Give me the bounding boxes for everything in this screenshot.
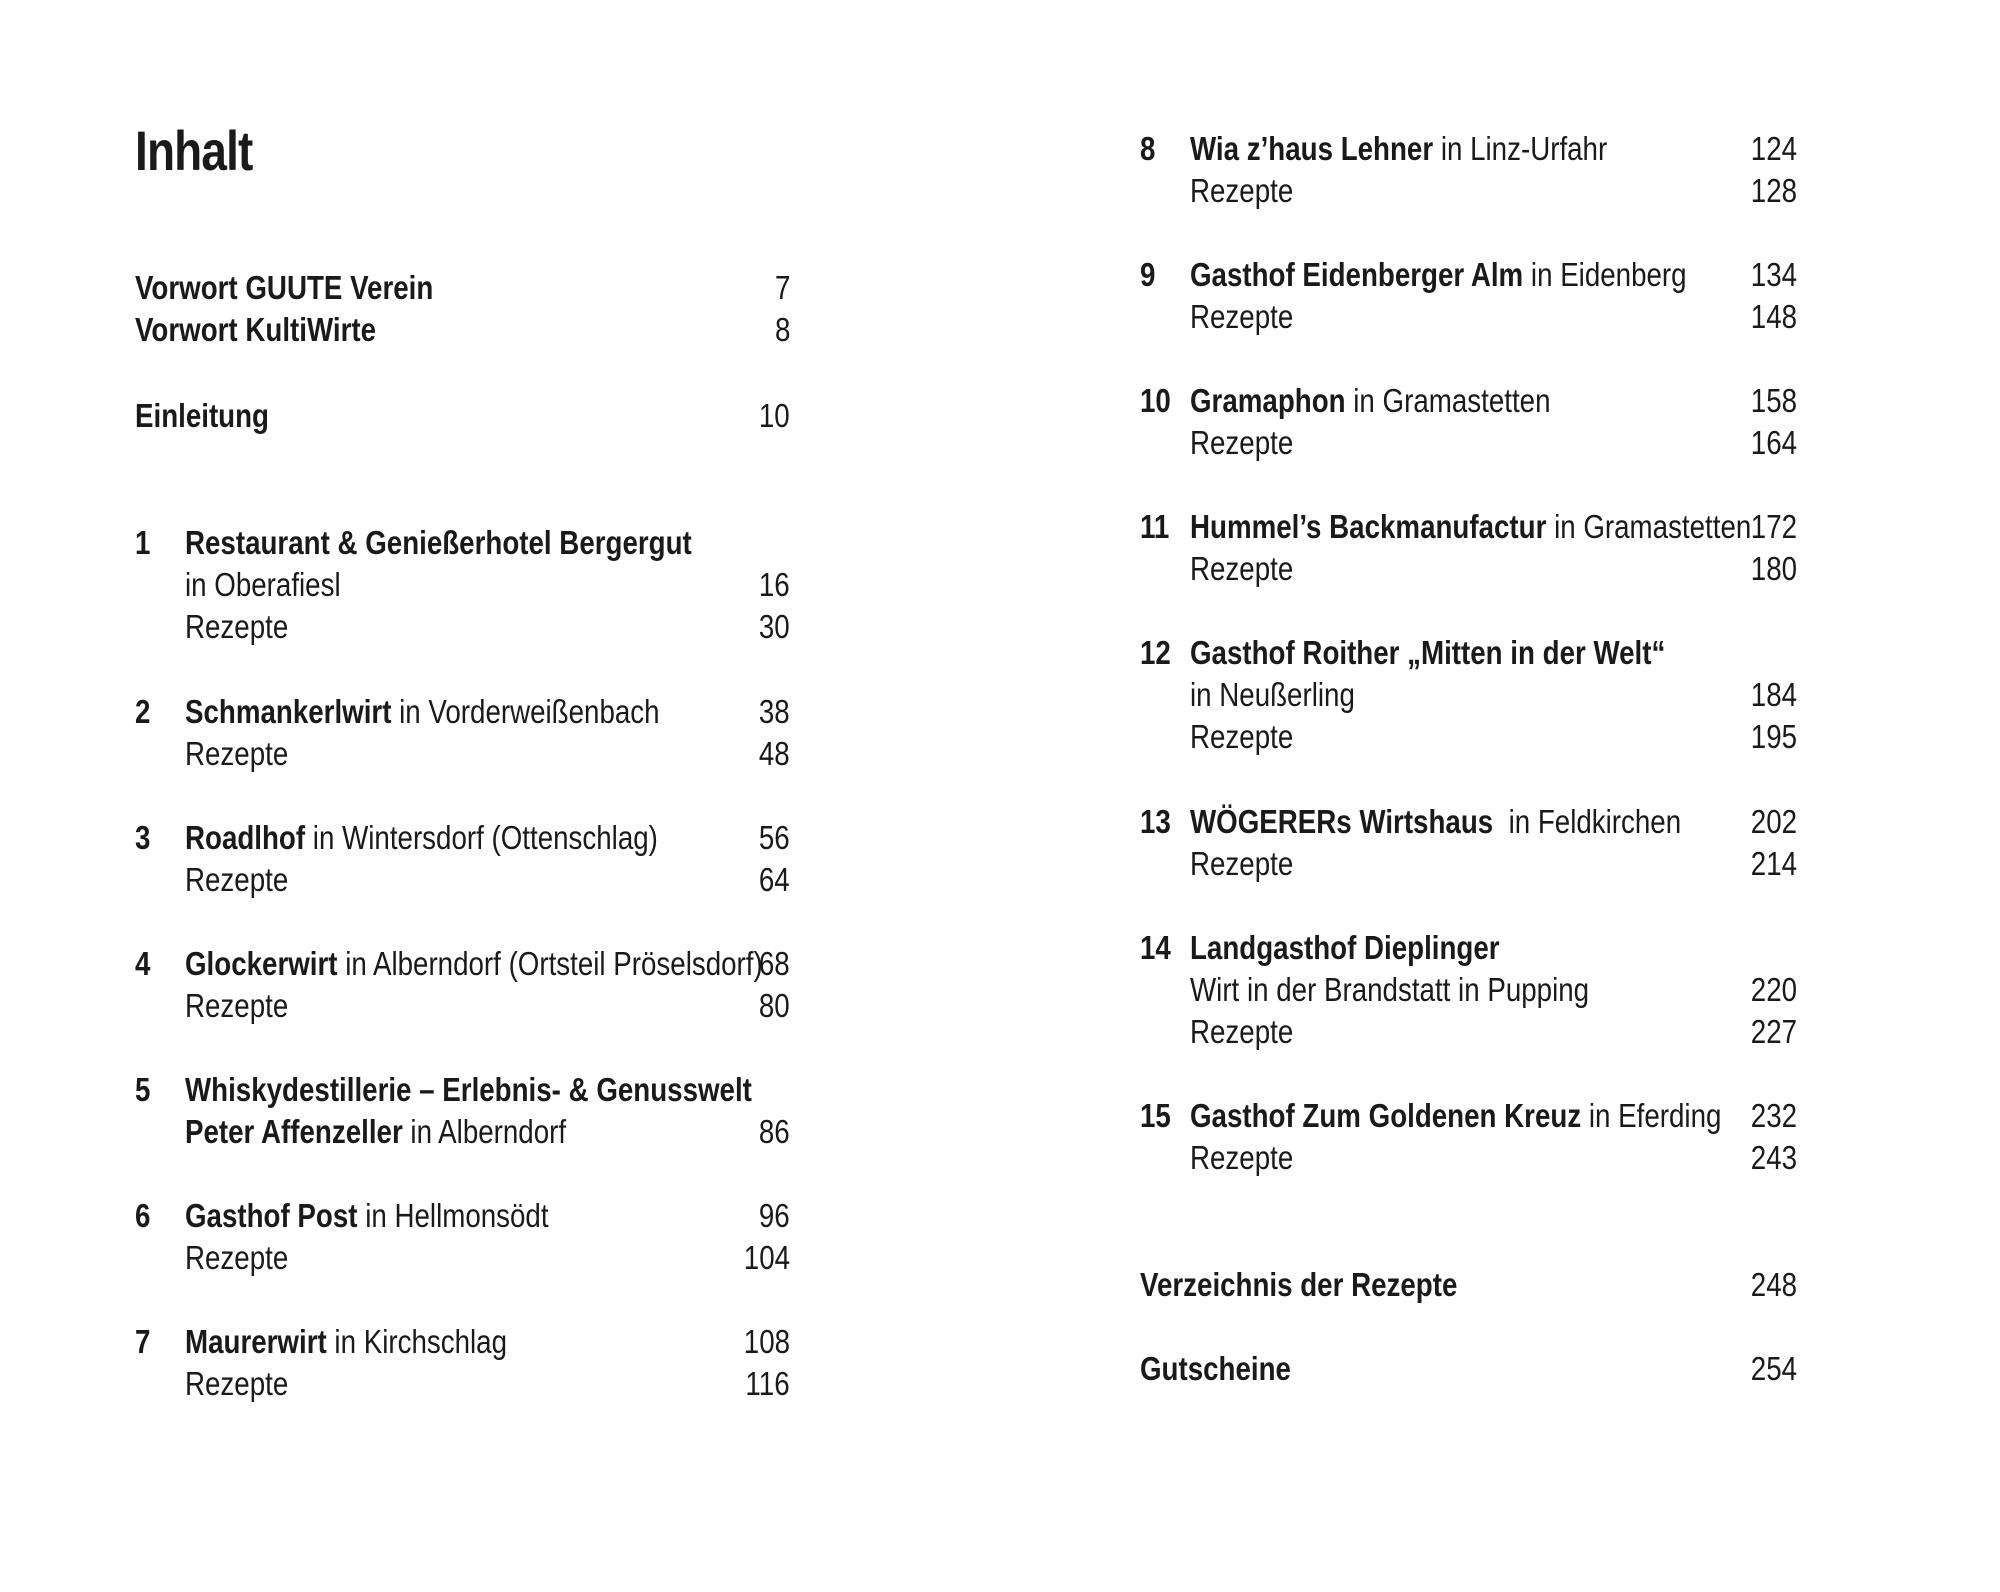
toc-chapter-11[interactable] bbox=[1140, 506, 1797, 590]
toc-chapter-6[interactable] bbox=[135, 1195, 790, 1279]
toc-page: 104 bbox=[743, 1239, 790, 1276]
recipes-label: Rezepte bbox=[1190, 298, 1294, 335]
toc-page: 7 bbox=[774, 269, 790, 306]
chapter-title: Hummel’s Backmanufactur bbox=[1190, 508, 1547, 545]
chapter-title: Restaurant & Genießerhotel Bergergut bbox=[185, 524, 692, 561]
recipes-label: Rezepte bbox=[185, 735, 289, 772]
toc-page: 10 bbox=[759, 397, 790, 434]
toc-page: 148 bbox=[1750, 298, 1797, 335]
chapter-title: Glockerwirt bbox=[185, 945, 338, 982]
chapter-location: in Eidenberg bbox=[1523, 256, 1687, 293]
toc-page: 214 bbox=[1750, 845, 1797, 882]
toc-page: 48 bbox=[759, 735, 790, 772]
chapter-title: WÖGERERs Wirtshaus bbox=[1190, 803, 1494, 840]
toc-chapter-7[interactable] bbox=[135, 1321, 790, 1405]
toc-page: 86 bbox=[759, 1113, 790, 1150]
toc-entry-vorwort-guute[interactable] bbox=[135, 267, 790, 351]
toc-chapter-13[interactable] bbox=[1140, 801, 1797, 885]
chapter-title: Whiskydestillerie – Erlebnis- & Genusswelt bbox=[185, 1071, 752, 1108]
toc-page: 96 bbox=[759, 1197, 790, 1234]
recipes-label: Rezepte bbox=[185, 1239, 289, 1276]
recipes-label: Rezepte bbox=[185, 987, 289, 1024]
recipes-label: Rezepte bbox=[1190, 718, 1294, 755]
chapter-title: Gasthof Roither „Mitten in der Welt“ bbox=[1190, 634, 1666, 671]
toc-label: Gutscheine bbox=[1140, 1350, 1291, 1387]
chapter-number: 5 bbox=[135, 1071, 151, 1108]
toc-entry-recipe-index[interactable] bbox=[1140, 1264, 1797, 1306]
recipes-label: Rezepte bbox=[1190, 172, 1294, 209]
toc-label: Einleitung bbox=[135, 397, 269, 434]
chapter-number: 10 bbox=[1140, 382, 1171, 419]
toc-page: 195 bbox=[1750, 718, 1797, 755]
chapter-title: Gasthof Zum Goldenen Kreuz bbox=[1190, 1097, 1582, 1134]
toc-page: 248 bbox=[1750, 1266, 1797, 1303]
toc-chapter-9[interactable] bbox=[1140, 254, 1797, 338]
chapter-number: 15 bbox=[1140, 1097, 1171, 1134]
recipes-label: Rezepte bbox=[1190, 1139, 1294, 1176]
recipes-label: Rezepte bbox=[1190, 845, 1294, 882]
toc-page: 232 bbox=[1750, 1097, 1797, 1134]
page-title: Inhalt bbox=[135, 119, 253, 182]
toc-page: 68 bbox=[759, 945, 790, 982]
toc-chapter-5[interactable] bbox=[135, 1069, 790, 1153]
recipes-label: Rezepte bbox=[185, 1365, 289, 1402]
toc-label: Verzeichnis der Rezepte bbox=[1140, 1266, 1458, 1303]
chapter-location: in Alberndorf (Ortsteil Pröselsdorf) bbox=[337, 945, 763, 982]
chapter-number: 1 bbox=[135, 524, 151, 561]
chapter-location: in Vorderweißenbach bbox=[391, 693, 660, 730]
recipes-label: Rezepte bbox=[1190, 550, 1294, 587]
chapter-title: Gasthof Eidenberger Alm bbox=[1190, 256, 1524, 293]
recipes-label: Rezepte bbox=[185, 608, 289, 645]
toc-entry-gutscheine[interactable] bbox=[1140, 1348, 1797, 1390]
chapter-location: in Oberafiesl bbox=[185, 566, 341, 603]
chapter-location: Wirt in der Brandstatt in Pupping bbox=[1190, 971, 1590, 1008]
toc-chapter-4[interactable] bbox=[135, 943, 790, 1027]
chapter-title: Landgasthof Dieplinger bbox=[1190, 929, 1500, 966]
chapter-location: in Linz-Urfahr bbox=[1433, 130, 1608, 167]
recipes-label: Rezepte bbox=[1190, 1013, 1294, 1050]
recipes-label: Rezepte bbox=[185, 861, 289, 898]
toc-chapter-14[interactable] bbox=[1140, 927, 1797, 1053]
right-page bbox=[1000, 0, 2000, 1592]
chapter-title-cont: Peter Affenzeller bbox=[185, 1113, 403, 1150]
chapter-title: Gasthof Post bbox=[185, 1197, 358, 1234]
toc-label: Vorwort KultiWirte bbox=[135, 311, 377, 348]
toc-page: 184 bbox=[1750, 676, 1797, 713]
chapter-title: Wia z’haus Lehner bbox=[1190, 130, 1434, 167]
toc-page: 128 bbox=[1750, 172, 1797, 209]
chapter-number: 12 bbox=[1140, 634, 1171, 671]
toc-page: 227 bbox=[1750, 1013, 1797, 1050]
chapter-location: in Alberndorf bbox=[402, 1113, 567, 1150]
toc-page: 124 bbox=[1750, 130, 1797, 167]
toc-page: 8 bbox=[774, 311, 790, 348]
toc-page: 108 bbox=[743, 1323, 790, 1360]
chapter-number: 4 bbox=[135, 945, 151, 982]
chapter-number: 14 bbox=[1140, 929, 1171, 966]
chapter-number: 7 bbox=[135, 1323, 151, 1360]
chapter-number: 11 bbox=[1140, 508, 1170, 545]
chapter-location: in Neußerling bbox=[1190, 676, 1355, 713]
chapter-number: 3 bbox=[135, 819, 151, 856]
chapter-location: in Kirchschlag bbox=[326, 1323, 507, 1360]
toc-page: 254 bbox=[1750, 1350, 1797, 1387]
toc-page: 30 bbox=[759, 608, 790, 645]
chapter-title: Maurerwirt bbox=[185, 1323, 327, 1360]
toc-page: 243 bbox=[1750, 1139, 1797, 1176]
chapter-number: 2 bbox=[135, 693, 151, 730]
toc-chapter-8[interactable] bbox=[1140, 128, 1797, 212]
chapter-location: in Feldkirchen bbox=[1493, 803, 1682, 840]
toc-page: 80 bbox=[759, 987, 790, 1024]
toc-page: 180 bbox=[1750, 550, 1797, 587]
toc-page: 172 bbox=[1750, 508, 1797, 545]
chapter-location: in Eferding bbox=[1581, 1097, 1722, 1134]
toc-label: Vorwort GUUTE Verein bbox=[135, 269, 434, 306]
toc-page: 158 bbox=[1750, 382, 1797, 419]
toc-page: 56 bbox=[759, 819, 790, 856]
chapter-location: in Gramastetten bbox=[1345, 382, 1551, 419]
toc-page: 116 bbox=[745, 1365, 790, 1402]
toc-page: 38 bbox=[759, 693, 790, 730]
toc-chapter-3[interactable] bbox=[135, 817, 790, 901]
chapter-location: in Wintersdorf (Ottenschlag) bbox=[305, 819, 658, 856]
chapter-location: in Hellmonsödt bbox=[357, 1197, 549, 1234]
chapter-title: Roadlhof bbox=[185, 819, 306, 856]
chapter-title: Gramaphon bbox=[1190, 382, 1346, 419]
toc-page: 134 bbox=[1750, 256, 1797, 293]
chapter-number: 8 bbox=[1140, 130, 1156, 167]
toc-chapter-12[interactable] bbox=[1140, 632, 1797, 758]
toc-page: 220 bbox=[1750, 971, 1797, 1008]
toc-chapter-1[interactable] bbox=[135, 522, 790, 648]
recipes-label: Rezepte bbox=[1190, 424, 1294, 461]
toc-page: 64 bbox=[759, 861, 790, 898]
toc-entry-einleitung[interactable] bbox=[135, 395, 790, 437]
chapter-number: 13 bbox=[1140, 803, 1171, 840]
toc-page: 202 bbox=[1750, 803, 1797, 840]
toc-page: 164 bbox=[1750, 424, 1797, 461]
chapter-title: Schmankerlwirt bbox=[185, 693, 392, 730]
toc-chapter-10[interactable] bbox=[1140, 380, 1797, 464]
toc-page: 16 bbox=[759, 566, 790, 603]
chapter-number: 9 bbox=[1140, 256, 1156, 293]
chapter-number: 6 bbox=[135, 1197, 151, 1234]
toc-chapter-15[interactable] bbox=[1140, 1095, 1797, 1179]
toc-chapter-2[interactable] bbox=[135, 691, 790, 775]
chapter-location: in Gramastetten bbox=[1546, 508, 1752, 545]
